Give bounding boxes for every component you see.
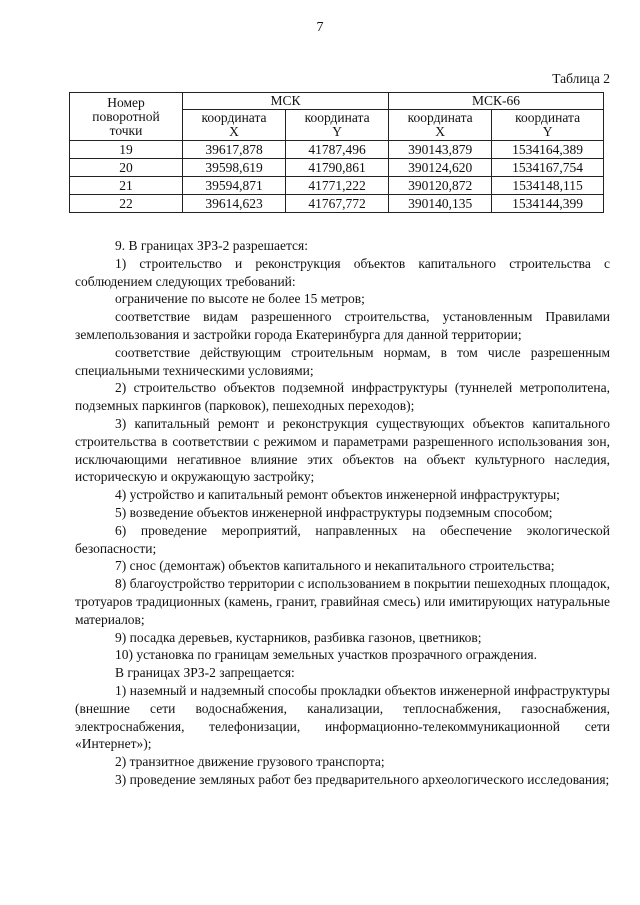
section-heading: В границах ЗРЗ-2 запрещается:: [115, 665, 295, 681]
header-point-line-2: поворотной: [92, 108, 160, 124]
paragraph: соответствие видам разрешенного строительства, установленным Правилами землепользования и застройки города Екатеринбурга для данной территории;: [75, 309, 610, 342]
header-coord-word: координата: [201, 110, 267, 125]
table-cell: 20: [70, 159, 183, 177]
header-msk-x: [183, 110, 286, 141]
table-caption: Таблица 2: [552, 71, 610, 86]
table-cell: 390124,620: [389, 159, 492, 177]
paragraph: 1) строительство и реконструкция объектов капитального строительства с соблюдением следующих требований:: [75, 255, 610, 289]
paragraph: 9) посадка деревьев, кустарников, разбивка газонов, цветников;: [115, 629, 482, 645]
table-cell: 39617,878: [183, 141, 286, 159]
table-cell: 1534144,399: [492, 195, 604, 213]
table-cell: 390120,872: [389, 177, 492, 195]
header-coord-axis: Y: [332, 124, 342, 139]
paragraph: 1) наземный и надземный способы прокладки объектов инженерной инфраструктуры (внешние сети водоснабжения, канализации, теплоснабжения, газоснабжения, электроснабжения, телефонизации, информационно-телекоммуникационной сети «Интернет»);: [75, 682, 610, 752]
header-point-number: [70, 93, 183, 141]
paragraph: 4) устройство и капитальный ремонт объектов инженерной инфраструктуры;: [115, 487, 560, 503]
paragraph: ограничение по высоте не более 15 метров;: [115, 291, 365, 307]
header-coord-axis: Y: [542, 124, 553, 139]
paragraph: 3) капитальный ремонт и реконструкция существующих объектов капитального строительства в соответствии с режимом и параметрами разрешенного использования зон, исключающими негативное влияние этих объектов на объект культурного наследия, историческую и окружающую застройку;: [75, 415, 610, 485]
table-cell: 39614,623: [183, 195, 286, 213]
section-heading: 9. В границах ЗРЗ-2 разрешается:: [115, 238, 308, 253]
header-coord-word: координата: [515, 110, 581, 125]
table-cell: 1534167,754: [492, 159, 604, 177]
table-row: [70, 177, 604, 195]
document-body: [75, 237, 610, 789]
table-cell: 41767,772: [286, 195, 389, 213]
header-coord-word: координата: [304, 110, 370, 125]
header-point-line-3: точки: [109, 122, 143, 138]
paragraph: 2) транзитное движение грузового транспорта;: [115, 754, 385, 770]
table-cell: 39594,871: [183, 177, 286, 195]
paragraph: 6) проведение мероприятий, направленных на обеспечение экологической безопасности;: [75, 522, 610, 556]
paragraph: 3) проведение земляных работ без предварительного археологического исследования;: [115, 771, 610, 787]
table-cell: 1534148,115: [492, 177, 604, 195]
table-cell: 41787,496: [286, 141, 389, 159]
table-row: [70, 195, 604, 213]
table-row: [70, 141, 604, 159]
header-coord-axis: X: [229, 124, 239, 139]
header-coord-axis: X: [435, 124, 446, 139]
header-msk66-x: [389, 110, 492, 141]
table-row: [70, 159, 604, 177]
table-cell: 19: [70, 141, 183, 159]
paragraph: 7) снос (демонтаж) объектов капитального и некапитального строительства;: [115, 558, 555, 574]
paragraph: 10) установка по границам земельных участков прозрачного ограждения.: [115, 647, 538, 663]
paragraph: 8) благоустройство территории с использованием в покрытии пешеходных площадок, тротуаров традиционных (камень, гранит, гравийная смесь) или имитирующих натуральные материалов;: [75, 576, 610, 627]
header-msk-y: [286, 110, 389, 141]
paragraph: 5) возведение объектов инженерной инфраструктуры подземным способом;: [115, 504, 553, 520]
header-msk66-y: [492, 110, 604, 141]
table-cell: 41790,861: [286, 159, 389, 177]
header-group-msk: МСК: [183, 93, 389, 110]
header-point-line-1: Номер: [107, 94, 145, 110]
page-number: 7: [316, 20, 324, 35]
header-group-msk66: МСК-66: [389, 93, 604, 110]
coordinates-table: [69, 92, 604, 213]
table-cell: 1534164,389: [492, 141, 604, 159]
table-cell: 390143,879: [389, 141, 492, 159]
header-coord-word: координата: [407, 110, 473, 125]
paragraph: 2) строительство объектов подземной инфраструктуры (туннелей метрополитена, подземных паркингов (парковок), пешеходных переходов);: [75, 380, 610, 414]
table-cell: 22: [70, 195, 183, 213]
table-cell: 21: [70, 177, 183, 195]
table-cell: 390140,135: [389, 195, 492, 213]
table-cell: 41771,222: [286, 177, 389, 195]
paragraph: соответствие действующим строительным нормам, в том числе разрешенным специальными техническими условиями;: [75, 344, 610, 378]
table-cell: 39598,619: [183, 159, 286, 177]
